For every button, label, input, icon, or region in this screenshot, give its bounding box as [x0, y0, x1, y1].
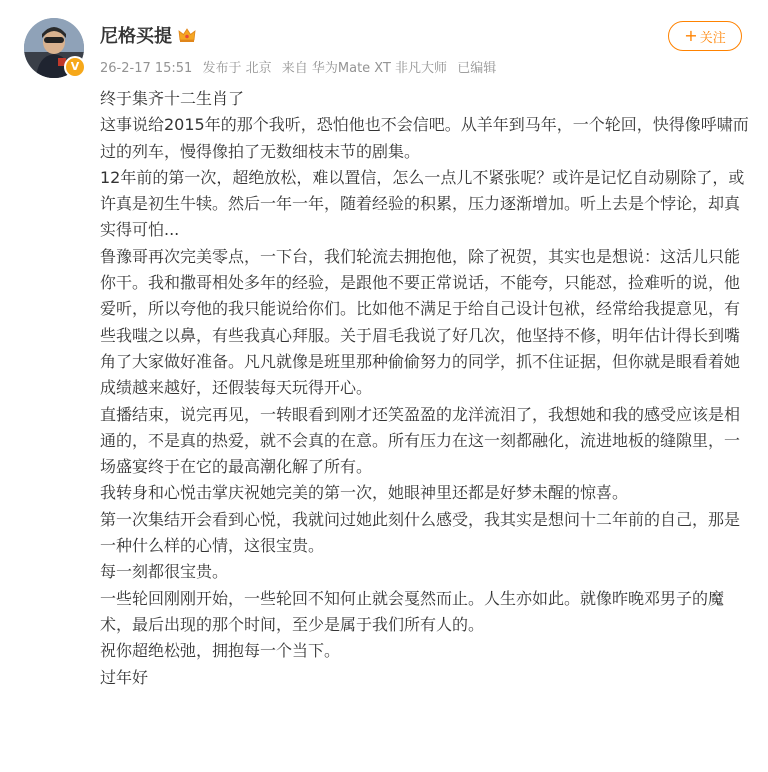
- crown-icon: [178, 27, 196, 43]
- post-paragraph: 终于集齐十二生肖了: [100, 89, 245, 108]
- post-paragraph: 第一次集结开会看到心悦，我就问过她此刻什么感受，我其实是想问十二年前的自己，那是一种什么样的心情，这很宝贵。: [100, 509, 741, 556]
- post-meta: [100, 57, 502, 76]
- verified-v-icon: V: [64, 56, 86, 78]
- follow-label: 关注: [699, 30, 726, 46]
- follow-button[interactable]: [668, 21, 742, 51]
- post-content: [100, 86, 750, 691]
- post-location: 发布于 北京: [202, 61, 272, 76]
- avatar-container[interactable]: [24, 18, 84, 78]
- author-name[interactable]: 尼格买提: [100, 26, 172, 47]
- post-paragraph: 12年前的第一次，超绝放松，难以置信，怎么一点儿不紧张呢？或许是记忆自动剔除了，或许真是初生牛犊。然后一年一年，随着经验的积累，压力逐渐增加。听上去是个悖论，却真实得可怕...: [100, 167, 745, 240]
- post-paragraph: 直播结束，说完再见，一转眼看到刚才还笑盈盈的龙洋流泪了，我想她和我的感受应该是相通的，不是真的热爱，就不会真的在意。所有压力在这一刻都融化，流进地板的缝隙里，一场盛宴终于在它的最高潮化解了所有。: [100, 404, 741, 477]
- author-row: [100, 22, 196, 48]
- post-paragraph: 这事说给2015年的那个我听，恐怕他也不会信吧。从羊年到马年，一个轮回，快得像呼啸而过的列车，慢得像拍了无数细枝末节的剧集。: [100, 115, 749, 161]
- post-paragraph: 我转身和心悦击掌庆祝她完美的第一次，她眼神里还都是好梦未醒的惊喜。: [100, 483, 629, 503]
- post-paragraph: 鲁豫哥再次完美零点，一下台，我们轮流去拥抱他，除了祝贺，其实也是想说：这活儿只能你干。我和撒哥相处多年的经验，是跟他不要正常说话，不能夸，只能怼，捡难听的说，他爱听，所以夸他的我只能说给你们。比如他不满足于给自己设计包袱，经常给我提意见，有些我嗤之以鼻，有些我真心拜服。关于眉毛我说了好几次，他坚持不修，明年估计得长到嘴角了大家做好准备。凡凡就像是班里那种偷偷努力的同学，抓不住证据，但你就是眼看着她成绩越来越好，还假装每天玩得开心。: [100, 246, 741, 398]
- post-paragraph: 每一刻都很宝贵。: [100, 562, 229, 582]
- post-paragraph: 一些轮回刚刚开始，一些轮回不知何止就会戛然而止。人生亦如此。就像昨晚邓男子的魔术，最后出现的那个时间，至少是属于我们所有人的。: [100, 588, 725, 634]
- plus-icon: +: [684, 26, 698, 45]
- post-time[interactable]: 26-2-17 15:51: [100, 61, 193, 76]
- post-paragraph: 过年好: [100, 667, 149, 687]
- post-paragraph: 祝你超绝松弛，拥抱每一个当下。: [100, 641, 341, 661]
- post-edited[interactable]: 已编辑: [457, 61, 497, 76]
- post-device: 来自 华为Mate XT 非凡大师: [281, 61, 448, 76]
